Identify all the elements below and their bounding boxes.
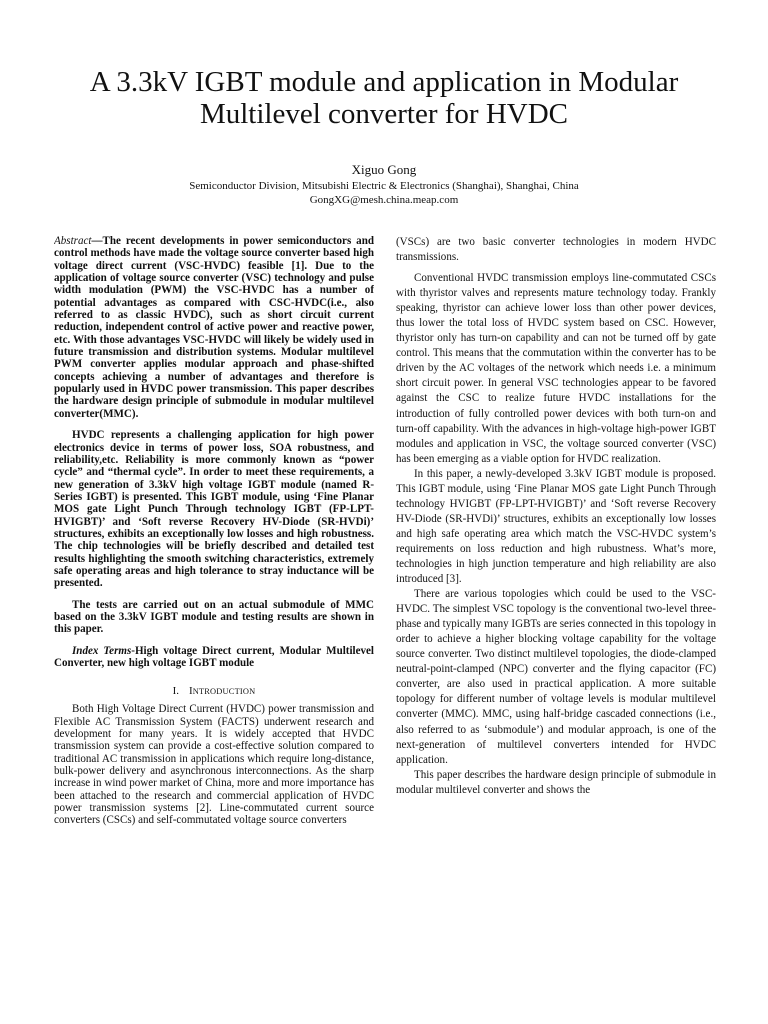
abstract-paragraph-2: HVDC represents a challenging application for high power electronics device in terms of power loss, SOA robustness, and reliability,etc. Reliability is more commonly known as “power cycle” and “thermal cycle”. In order to meet these requirements, a new generation of 3.3kV high voltage IGBT module (named R-Series IGBT) is presented. This IGBT module, using ‘Fine Planar MOS gate Light Punch Through technology IGBT (FP-LPT-HVIGBT)’ and ‘Soft reverse Recovery HV-Diode (SR-HVDi)’ structures, exhibits an exceptionally low losses and high robustness. The chip technologies will be briefly described and detailed test results highlighting the smooth switching characteristics, extremely safe operating areas and high tolerance to stray inductance will be presented. [54,429,374,590]
index-terms [54,645,374,670]
abstract-label: Abstract [54,235,92,247]
paper-title-line-1: A 3.3kV IGBT module and application in Modular [89,66,679,98]
right-paragraph-3: There are various topologies which could be used to the VSC-HVDC. The simplest VSC topology is the conventional two-level three-phase and typically many IGBTs are series connected in this topology in order to achieve a higher blocking voltage capability for the voltage source converter. Two distinct multilevel topologies, the diode-clamped neutral-point-clamped (NPC) converter and the flying capacitor (FC) converter, are also used in practical application. A more suitable topology for different number of voltage levels is modular multilevel converter (MMC). MMC, using half-bridge cascaded connections (i.e., also referred to as ‘submodule’) and modular approach, is one of the next-generation of multilevel converters intended for HVDC application. [396,588,716,766]
abstract-paragraph [54,235,374,420]
right-paragraph-2: In this paper, a newly-developed 3.3kV IGBT module is proposed. This IGBT module, using ‘Fine Planar MOS gate Light Punch Through technology HVIGBT (FP-LPT-HVIGBT)’ and ‘Soft reverse Recovery HV-Diode (SR-HVDi)’ structures, exhibits an exceptionally low losses and high safe operating area which match the VSC-HVDC system’s requirements on loss reduction and high rubustness. What’s more, technologies in high junction temperature and high reliability are also introduced [3]. [396,467,716,586]
section-heading-introduction [54,685,374,698]
right-column [396,235,716,1015]
right-paragraph-1: Conventional HVDC transmission employs line-commutated CSCs with thyristor valves and represents mature technology today. Frankly speaking, thyristor can achieve lower loss than other power devices, thus lower the total loss of HVDC system based on CSC. However, thyristor only has turn-on capability and can not be turned off by gate control. This means that the commutation within the converter has to be driven by the AC voltages of the network which needs i.e. a minimum short circuit power. In general VSC technologies appear to be favored against the CSC to realize future HVDC installations for the introduction of fully controlled power devices with both turn-on and turn-off capability. With the advances in high-voltage high-power IGBT modules and application in VSC, the voltage sourced converter (VSC) has been emerging as a viable option for HVDC realization. [396,272,716,465]
abstract-text: —The recent developments in power semiconductors and control methods have made the voltage source converter based high voltage direct current (VSC-HVDC) feasible [1]. Due to the application of voltage source converter (VSC) technology and pulse width modulation (PWM) the VSC-HVDC has a number of potential advantages as compared with CSC-HVDC(i.e., also referred to as classic HVDC), such as short circuit current reduction, independent control of active power and reactive power, etc. With those advantages VSC-HVDC will likely be widely used in future transmission and distribution systems. Modular multilevel PWM converter applies modular approach and phase-shifted concepts achieving a number of advantages and therefore is popularly used in HVDC power transmission. This paper describes the hardware design principle of submodule in modular multilevel converter(MMC). [54,235,374,420]
section-title-initial: I [189,685,193,698]
author-name: Xiguo Gong [351,162,417,177]
section-title-rest: NTRODUCTION [192,687,256,697]
index-terms-text: -High voltage Direct current, Modular Multilevel Converter, new high voltage IGBT module [54,644,374,669]
introduction-paragraph-1: Both High Voltage Direct Current (HVDC) power transmission and Flexible AC Transmission System (FACTS) underwent research and development for many years. It is widely accepted that HVDC transmission system can provide a cost-effective solution compared to traditional AC transmission in applications which require long-distance, bulk-power delivery and asynchronous interconnections. As the sharp increase in wind power market of China, more and more importance has been attached to the research and commercial application of HVDC power transmission systems [2]. Line-commutated current source converters (CSCs) and self-commutated voltage source converters [54,703,374,827]
section-number: I. [172,685,180,698]
abstract-paragraph-3: The tests are carried out on an actual submodule of MMC based on the 3.3kV IGBT module and testing results are shown in this paper. [54,598,374,636]
author-affiliation [0,179,768,207]
affiliation-line: Semiconductor Division, Mitsubishi Electric & Electronics (Shanghai), Shanghai, China [189,180,579,192]
index-terms-label: Index Terms [72,644,132,657]
left-column [54,235,374,1015]
paper-title [40,66,728,130]
author-email: GongXG@mesh.china.meap.com [309,194,459,206]
right-paragraph-4: This paper describes the hardware design principle of submodule in modular multilevel converter and shows the [396,768,716,796]
paper-title-line-2: Multilevel converter for HVDC [199,98,569,130]
right-paragraph-0: (VSCs) are two basic converter technologies in modern HVDC transmissions. [396,236,716,264]
